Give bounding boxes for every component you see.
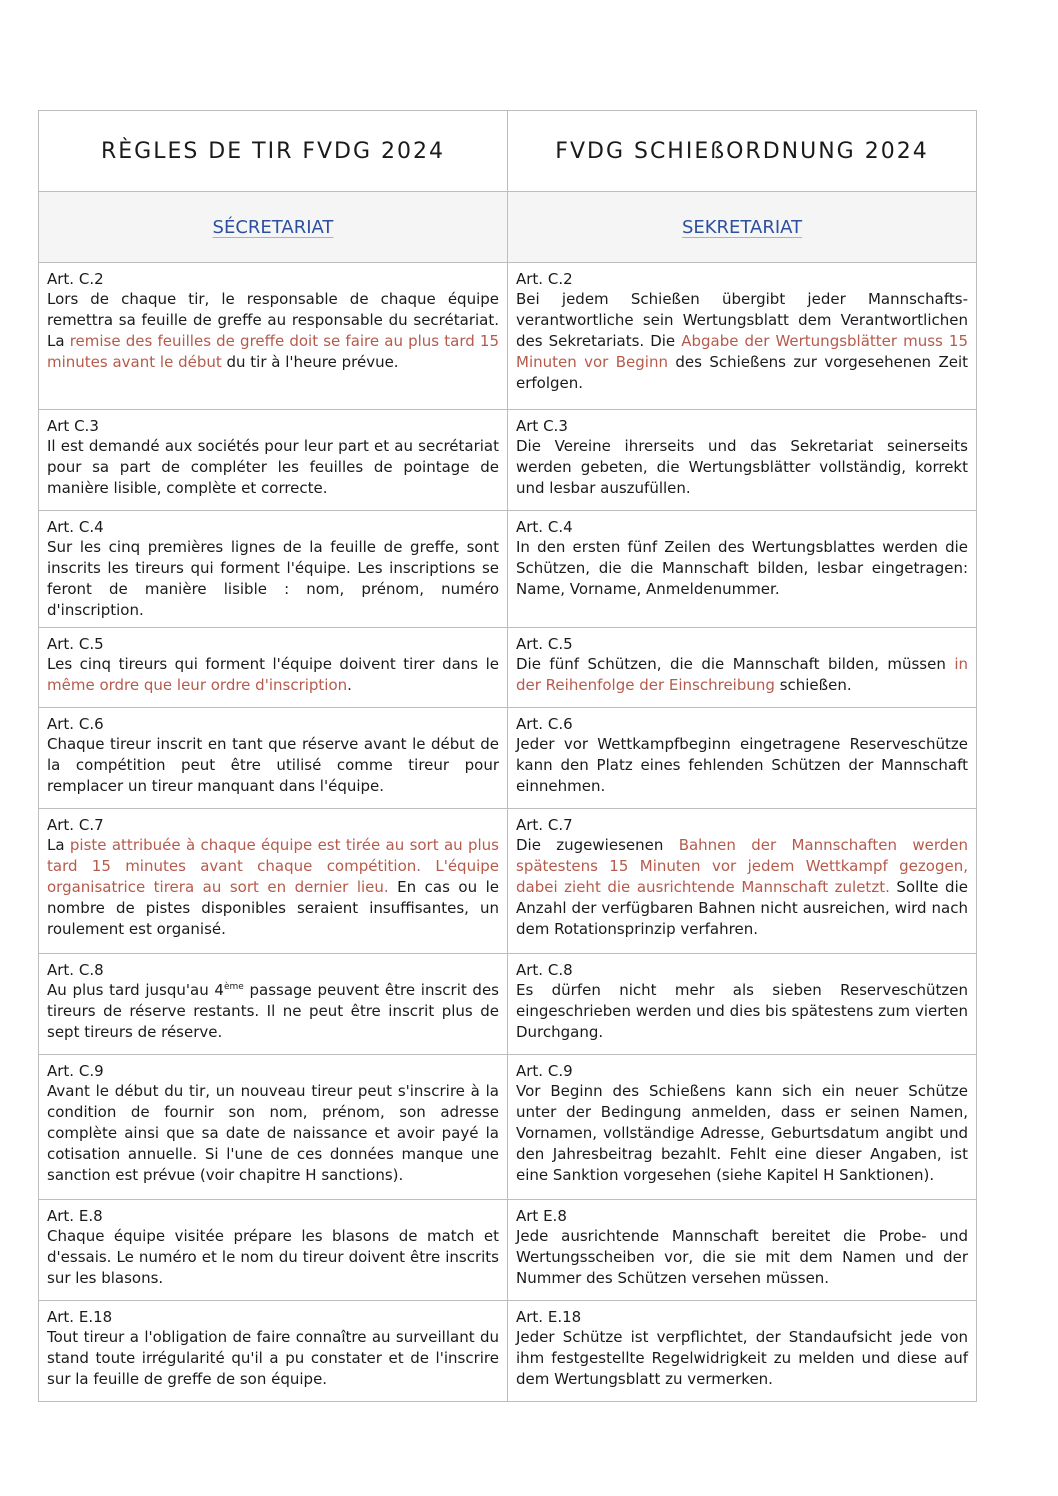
text-part: La [47,836,70,854]
article-number: Art C.3 [47,417,99,435]
fr-article [39,628,508,708]
de-article [508,1301,977,1402]
article-number: Art. C.5 [516,635,573,653]
article-row-c6 [39,708,977,809]
fr-article [39,511,508,628]
article-text: Chaque équipe visitée prépare les blasons de match et d'essais. Le numéro et le nom du tireur doivent être inscrits sur les blasons. [47,1227,499,1287]
article-row-c9 [39,1055,977,1200]
article-row-c5 [39,628,977,708]
fr-article [39,410,508,511]
text-part: Bei jedem Schießen übergibt jeder Mannschafts-verantwortliche sein Wertungsblatt dem Verantwortlichen des Sekretariats. Die [516,290,968,350]
de-section-cell [508,192,977,263]
de-article [508,1200,977,1301]
article-number: Art. C.2 [47,270,104,288]
article-number: Art. C.6 [47,715,104,733]
fr-article [39,1200,508,1301]
article-number: Art. C.8 [516,961,573,979]
text-part: Au plus tard jusqu'au 4 [47,981,224,999]
text-part: du tir à l'heure prévue. [221,353,399,371]
article-text: Sur les cinq premières lignes de la feuille de greffe, sont inscrits les tireurs qui forment l'équipe. Les inscriptions se feront de manière lisible : nom, prénom, numéro d'inscription. [47,538,499,619]
article-text: Jeder Schütze ist verpflichtet, der Standaufsicht jede von ihm festgestellte Regelwidrigkeit zu melden und diese auf dem Wertungsblatt zu vermerken. [516,1328,968,1388]
article-text [516,289,968,394]
article-row-c4 [39,511,977,628]
fr-article [39,1055,508,1200]
text-part: Die fünf Schützen, die die Mannschaft bilden, müssen [516,655,955,673]
rules-table [38,110,977,1402]
article-number: Art. C.4 [516,518,573,536]
text-part: . [347,676,352,694]
article-text: Il est demandé aux sociétés pour leur part et au secrétariat pour sa part de compléter les feuilles de pointage de manière lisible, complète et correcte. [47,437,499,497]
highlighted-text: même ordre que leur ordre d'inscription [47,676,348,694]
text-part: Sollte die Anzahl der verfügbaren Bahnen nicht ausreichen, wird nach dem Rotationsprinzip verfahren. [516,878,968,938]
de-article [508,628,977,708]
de-section-title: SEKRETARIAT [681,216,803,238]
fr-title: RÈGLES DE TIR FVDG 2024 [39,111,508,192]
article-number: Art. C.6 [516,715,573,733]
article-number: Art. C.9 [47,1062,104,1080]
section-row [39,192,977,263]
fr-article [39,1301,508,1402]
article-text [47,289,499,373]
article-text [516,654,968,696]
text-part: En cas ou le nombre de pistes disponibles seraient insuffisantes, un roulement est organisé. [47,878,500,938]
fr-section-title: SÉCRETARIAT [212,216,334,238]
article-text [47,654,499,696]
article-number: Art. E.18 [47,1308,113,1326]
article-number: Art. C.9 [516,1062,573,1080]
article-number: Art. C.8 [47,961,104,979]
text-part: Lors de chaque tir, le responsable de chaque équipe remettra sa feuille de greffe au responsable du secrétariat. La [47,290,499,350]
article-text: Tout tireur a l'obligation de faire connaître au surveillant du stand toute irrégularité qu'il a pu constater et de l'inscrire sur la feuille de greffe de son équipe. [47,1328,499,1388]
article-number: Art E.8 [516,1207,567,1225]
de-title: FVDG SCHIEßORDNUNG 2024 [508,111,977,192]
highlighted-text: piste attribuée à chaque équipe est tirée au sort au plus tard 15 minutes avant chaque compétition. L'équipe organisatrice tirera au sort en dernier lieu. [47,836,499,896]
article-number: Art. E.8 [47,1207,103,1225]
article-text [47,980,499,1043]
superscript: ème [223,982,244,992]
article-text: Die Vereine ihrerseits und das Sekretariat seinerseits werden gebeten, die Wertungsblätter vollständig, korrekt und lesbar auszufüllen. [516,437,968,497]
article-text: Chaque tireur inscrit en tant que réserve avant le début de la compétition peut être utilisé comme tireur pour remplacer un tireur manquant dans l'équipe. [47,735,499,795]
de-article [508,954,977,1055]
de-article [508,809,977,954]
article-number: Art. C.7 [516,816,573,834]
article-row-c8 [39,954,977,1055]
article-row-c7 [39,809,977,954]
article-number: Art. E.18 [516,1308,582,1326]
text-part: passage peuvent être inscrit des tireurs de réserve restants. Il ne peut être inscrit plus de sept tireurs de réserve. [47,981,500,1041]
text-part: schießen. [774,676,852,694]
title-row [39,111,977,192]
article-text: In den ersten fünf Zeilen des Wertungsblattes werden die Schützen, die die Mannschaft bilden, lesbar eingetragen: Name, Vorname, Anmeldenummer. [516,538,968,598]
highlighted-text: in der Reihenfolge der Einschreibung [516,655,968,694]
article-text: Es dürfen nicht mehr als sieben Reserveschützen eingeschrieben werden und dies bis spätestens zum vierten Durchgang. [516,981,968,1041]
fr-section-cell [39,192,508,263]
de-article [508,263,977,410]
highlighted-text: remise des feuilles de greffe doit se faire au plus tard 15 minutes avant le début [47,332,499,371]
article-number: Art. C.2 [516,270,573,288]
text-part: Die zugewiesenen [516,836,679,854]
article-row-c3 [39,410,977,511]
highlighted-text: Abgabe der Wertungsblätter muss 15 Minuten vor Beginn [516,332,968,371]
article-row-c2 [39,263,977,410]
de-article [508,708,977,809]
article-number: Art. C.7 [47,816,104,834]
article-row-e18 [39,1301,977,1402]
de-article [508,511,977,628]
article-text [516,835,968,940]
fr-article [39,708,508,809]
de-article [508,410,977,511]
text-part: Les cinq tireurs qui forment l'équipe doivent tirer dans le [47,655,499,673]
article-text: Vor Beginn des Schießens kann sich ein neuer Schütze unter der Bedingung anmelden, dass er seinen Namen, Vornamen, vollständige Adresse, Geburtsdatum angibt und den Jahresbeitrag bezahlt. Fehlt eine dieser Angaben, ist eine Sanktion vorgesehen (siehe Kapitel H Sanktionen). [516,1082,968,1184]
article-text [47,835,499,940]
fr-article [39,809,508,954]
de-article [508,1055,977,1200]
article-row-e8 [39,1200,977,1301]
article-number: Art C.3 [516,417,568,435]
text-part: des Schießens zur vorgesehenen Zeit erfolgen. [516,353,968,392]
article-number: Art. C.4 [47,518,104,536]
fr-article [39,954,508,1055]
article-text: Jede ausrichtende Mannschaft bereitet die Probe- und Wertungsscheiben vor, die sie mit dem Namen und der Nummer des Schützen versehen müssen. [516,1227,968,1287]
article-text: Jeder vor Wettkampfbeginn eingetragene Reserveschütze kann den Platz eines fehlenden Schützen der Mannschaft einnehmen. [516,735,968,795]
highlighted-text: Bahnen der Mannschaften werden spätestens 15 Minuten vor jedem Wettkampf gezogen, dabei zieht die ausrichtende Mannschaft zuletzt. [516,836,969,896]
article-number: Art. C.5 [47,635,104,653]
fr-article [39,263,508,410]
article-text: Avant le début du tir, un nouveau tireur peut s'inscrire à la condition de fournir son nom, prénom, son adresse complète ainsi que sa date de naissance et avoir payé la cotisation annuelle. Si l'une de ces données manque une sanction est prévue (voir chapitre H sanctions). [47,1082,499,1184]
